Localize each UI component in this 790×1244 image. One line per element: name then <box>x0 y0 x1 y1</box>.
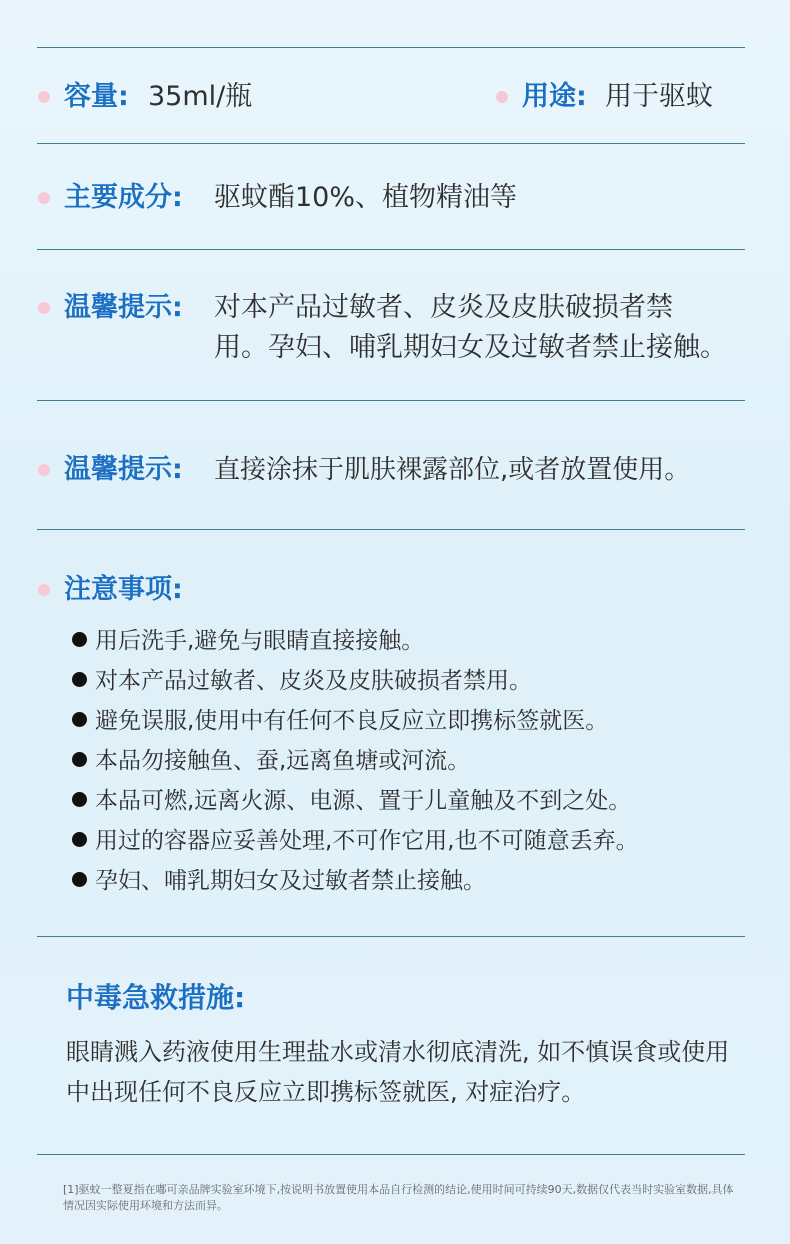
divider <box>37 529 745 530</box>
pink-dot-icon <box>496 91 508 103</box>
warning-text-line2: 用。孕妇、哺乳期妇女及过敏者禁止接触。 <box>214 332 727 363</box>
pink-dot-icon <box>38 91 50 103</box>
warning-label: 温馨提示: <box>64 454 183 485</box>
ingredients-value: 驱蚊酯10%、植物精油等 <box>214 182 518 213</box>
bullet-icon <box>72 872 87 887</box>
divider <box>37 936 745 937</box>
usage-label: 用途: <box>522 81 587 112</box>
first-aid-text: 眼睛溅入药液使用生理盐水或清水彻底清洗, 如不慎误食或使用中出现任何不良反应立即携标签就医, 对症治疗。 <box>66 1038 730 1106</box>
pink-dot-icon <box>38 584 50 596</box>
divider-top <box>37 47 745 48</box>
list-item: 用后洗手,避免与眼睛直接接触。 <box>72 626 424 656</box>
list-item: 孕妇、哺乳期妇女及过敏者禁止接触。 <box>72 866 486 896</box>
pink-dot-icon <box>38 464 50 476</box>
pink-dot-icon <box>38 192 50 204</box>
bullet-icon <box>72 712 87 727</box>
divider <box>37 143 745 144</box>
list-item: 用过的容器应妥善处理,不可作它用,也不可随意丢弃。 <box>72 826 639 856</box>
list-item: 对本产品过敏者、皮炎及皮肤破损者禁用。 <box>72 666 532 696</box>
divider-bottom <box>37 1154 745 1155</box>
footnote: [1]驱蚊一整夏指在嘟可亲品牌实验室环境下,按说明书放置使用本品自行检测的结论,使用时间可持续90天,数据仅代表当时实验室数据,具体情况因实际使用环境和方法而异。 <box>63 1183 734 1212</box>
divider <box>37 400 745 401</box>
bullet-icon <box>72 632 87 647</box>
usage-value: 用于驱蚊 <box>605 81 713 112</box>
first-aid-title: 中毒急救措施: <box>66 981 246 1014</box>
notes-label: 注意事项: <box>64 574 183 605</box>
list-item: 避免误服,使用中有任何不良反应立即携标签就医。 <box>72 706 608 736</box>
capacity-value: 35ml/瓶 <box>148 81 253 112</box>
bullet-icon <box>72 752 87 767</box>
bullet-icon <box>72 792 87 807</box>
warning-text-line1: 对本产品过敏者、皮炎及皮肤破损者禁 <box>214 292 673 323</box>
list-item: 本品可燃,远离火源、电源、置于儿童触及不到之处。 <box>72 786 631 816</box>
warning-text: 直接涂抹于肌肤裸露部位,或者放置使用。 <box>214 455 691 485</box>
warning-label: 温馨提示: <box>64 292 183 323</box>
divider <box>37 249 745 250</box>
bullet-icon <box>72 672 87 687</box>
pink-dot-icon <box>38 302 50 314</box>
ingredients-label: 主要成分: <box>64 182 183 213</box>
list-item: 本品勿接触鱼、蚕,远离鱼塘或河流。 <box>72 746 470 776</box>
capacity-label: 容量: <box>64 81 129 112</box>
bullet-icon <box>72 832 87 847</box>
